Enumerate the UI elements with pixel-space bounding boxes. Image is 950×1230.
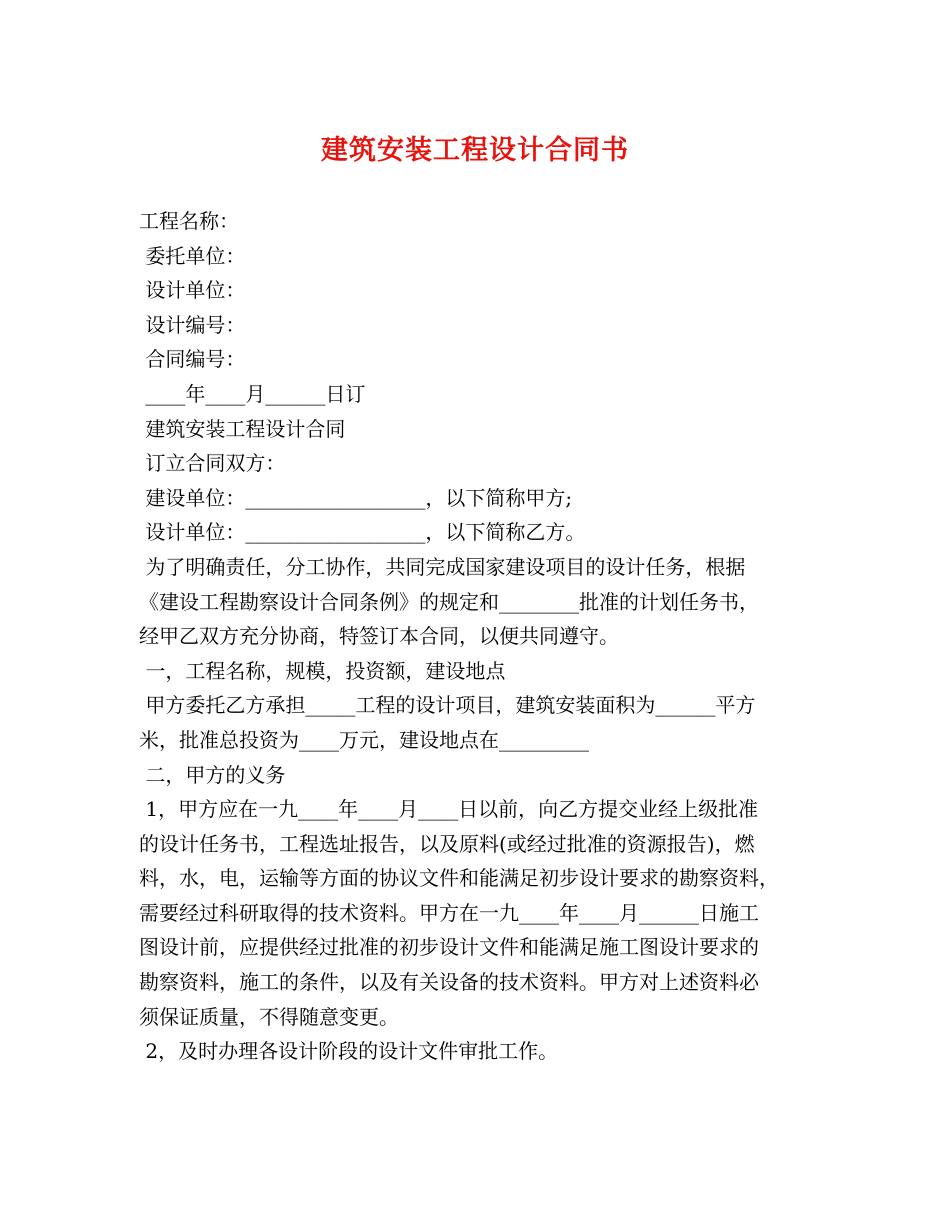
text-line: 《建设工程勘察设计合同条例》的规定和________批准的计划任务书， (139, 589, 759, 614)
text-line: 合同编号： (139, 347, 246, 372)
text-line: 设计单位： (139, 278, 246, 303)
text-line: 委托单位： (139, 243, 246, 268)
document-title: 建筑安装工程设计合同书 (321, 135, 629, 166)
text-line: 设计编号： (139, 312, 246, 337)
text-line: 的设计任务书，工程选址报告，以及原料(或经过批准的资源报告)，燃 (139, 831, 755, 856)
text-line: 建设单位：__________________，以下简称甲方; (139, 485, 573, 510)
text-line: ____年____月______日订 (139, 381, 366, 406)
text-line: 设计单位：__________________，以下简称乙方。 (139, 520, 586, 545)
text-line: 勘察资料，施工的条件，以及有关设备的技术资料。甲方对上述资料必 (139, 970, 759, 995)
text-line: 订立合同双方： (139, 451, 286, 476)
text-line: 甲方委托乙方承担_____工程的设计项目，建筑安装面积为______平方 (139, 693, 756, 718)
text-line: 为了明确责任，分工协作，共同完成国家建设项目的设计任务，根据 (139, 554, 746, 579)
text-line: 工程名称： (139, 209, 239, 233)
text-line: 需要经过科研取得的技术资料。甲方在一九____年____月______日施工 (139, 900, 759, 925)
text-line: 图设计前，应提供经过批准的初步设计文件和能满足施工图设计要求的 (139, 935, 759, 960)
text-line: 米，批准总投资为____万元，建设地点在_________ (139, 727, 589, 752)
text-line: 2，及时办理各设计阶段的设计文件审批工作。 (139, 1039, 559, 1064)
document-body (139, 204, 829, 1069)
text-line: 经甲乙双方充分协商，特签订本合同，以便共同遵守。 (139, 624, 619, 649)
text-line: 须保证质量，不得随意变更。 (139, 1004, 399, 1029)
text-line: 料，水，电，运输等方面的协议文件和能满足初步设计要求的勘察资料， (139, 866, 779, 891)
text-line: 1，甲方应在一九____年____月____日以前，向乙方提交业经上级批准 (139, 797, 759, 822)
text-line: 二，甲方的义务 (139, 762, 286, 787)
text-line: 一，工程名称，规模，投资额，建设地点 (139, 658, 506, 683)
text-line: 建筑安装工程设计合同 (139, 416, 346, 441)
